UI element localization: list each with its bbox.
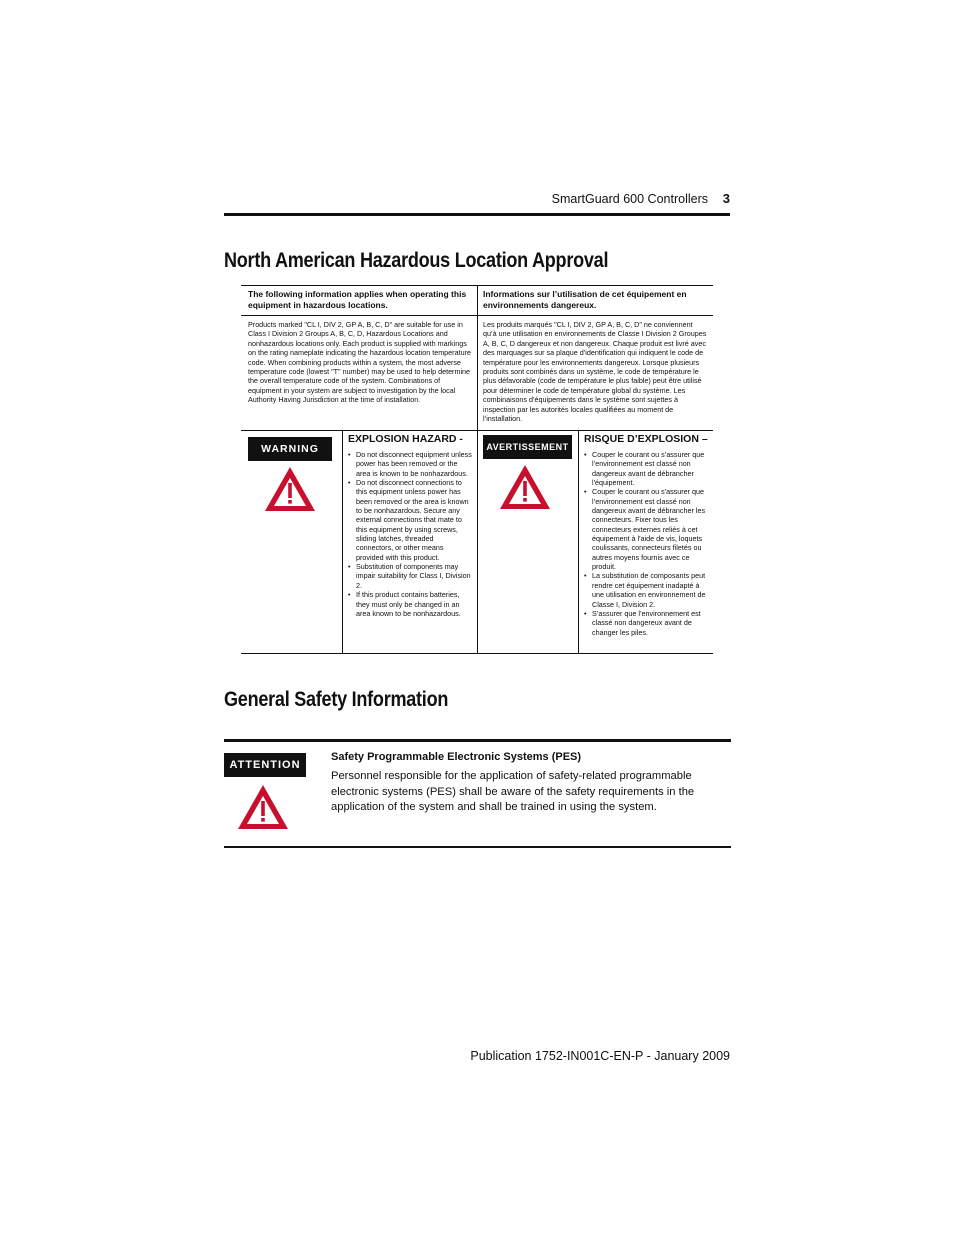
list-item: • Couper le courant ou s'assurer que l’environnement est classé non dangereux avant de débrancher les connecteurs. Fixer tous les connecteurs externes reliés à cet équipement à l'aide de vis, loquets coulissants, connecteurs filetés ou autres moyens fournis avec ce produit. bbox=[584, 487, 708, 571]
general-heading-text: General Safety Information bbox=[224, 688, 449, 711]
avertissement-label: AVERTISSEMENT bbox=[483, 435, 572, 459]
attention-body: Personnel responsible for the application of safety-related programmable electronic systems (PES) shall be aware of the safety requirements in the application of the system and shall be trained in using the system. bbox=[331, 770, 695, 814]
list-item: • La substitution de composants peut rendre cet équipement inadapté à une utilisation en environnement de Classe I, Division 2. bbox=[584, 571, 708, 608]
list-item: • If this product contains batteries, they must only be changed in an area known to be nonhazardous. bbox=[348, 590, 472, 618]
warning-list bbox=[348, 450, 472, 618]
list-item: • Do not disconnect connections to this equipment unless power has been removed or the area is known to be nonhazardous. Secure any external connections that mate to this equipment by using screws, sliding latches, threaded connectors, or other means provided with this product. bbox=[348, 478, 472, 562]
en-header: The following information applies when operating this equipment in hazardous locations. bbox=[248, 289, 467, 310]
avertissement-list bbox=[584, 450, 708, 637]
hazardous-heading-text: North American Hazardous Location Approval bbox=[224, 249, 609, 272]
attention-label: ATTENTION bbox=[224, 753, 306, 777]
attention-box bbox=[224, 739, 731, 848]
page-number: 3 bbox=[722, 191, 730, 206]
warning-title: EXPLOSION HAZARD - bbox=[348, 433, 463, 445]
avertissement-triangle-icon bbox=[497, 462, 553, 512]
warning-label: WARNING bbox=[248, 437, 332, 461]
warning-triangle-icon bbox=[262, 464, 318, 514]
fr-body: Les produits marqués "CL I, DIV 2, GP A, B, C, D" ne conviennent qu’à une utilisation en environnements de Classe I Division 2 Groupes A, B, C, D dangereux et non dangereux. Chaque produit est livré avec des marquages sur sa plaque d’identification qui indiquent le code de température pour les environnements dangereux. Lorsque plusieurs produits sont combinés dans un système, le code de température le plus défavorable (code de température le plus faible) peut être utilisé pour déterminer le code de température global du système. Les combinaisons d’équipements dans le système sont sujettes à inspection par les autorités locales qualifiées au moment de l’installation. bbox=[483, 320, 707, 424]
avertissement-title: RISQUE D’EXPLOSION – bbox=[584, 433, 708, 445]
attention-title: Safety Programmable Electronic Systems (PES) bbox=[331, 751, 582, 763]
hazardous-location-table bbox=[241, 285, 713, 654]
en-body: Products marked "CL I, DIV 2, GP A, B, C, D" are suitable for use in Class I Division 2 Groups A, B, C, D, Hazardous Locations and nonhazardous locations only. Each product is supplied with markings on the rating nameplate indicating the hazardous location temperature code. When combining products within a system, the most adverse temperature code (lowest "T" number) may be used to help determine the overall temperature code of the system. Combinations of equipment in your system are subject to investigation by the local Authority Having Jurisdiction at the time of installation. bbox=[248, 320, 471, 405]
list-item: • S’assurer que l’environnement est classé non dangereux avant de changer les piles. bbox=[584, 609, 708, 637]
list-item: • Substitution of components may impair suitability for Class I, Division 2. bbox=[348, 562, 472, 590]
list-item: • Couper le courant ou s’assurer que l’environnement est classé non dangereux avant de débrancher l'équipement. bbox=[584, 450, 708, 487]
section-heading-general bbox=[224, 688, 485, 712]
attention-triangle-icon bbox=[234, 782, 292, 832]
header-rule bbox=[224, 213, 730, 216]
running-header bbox=[224, 190, 730, 214]
running-title: SmartGuard 600 Controllers bbox=[551, 192, 708, 206]
fr-header: Informations sur l’utilisation de cet équipement en environnements dangereux. bbox=[483, 289, 687, 310]
publication-footer: Publication 1752-IN001C-EN-P - January 2009 bbox=[470, 1049, 730, 1063]
list-item: • Do not disconnect equipment unless power has been removed or the area is known to be nonhazardous. bbox=[348, 450, 472, 478]
section-heading-hazardous bbox=[224, 249, 671, 273]
